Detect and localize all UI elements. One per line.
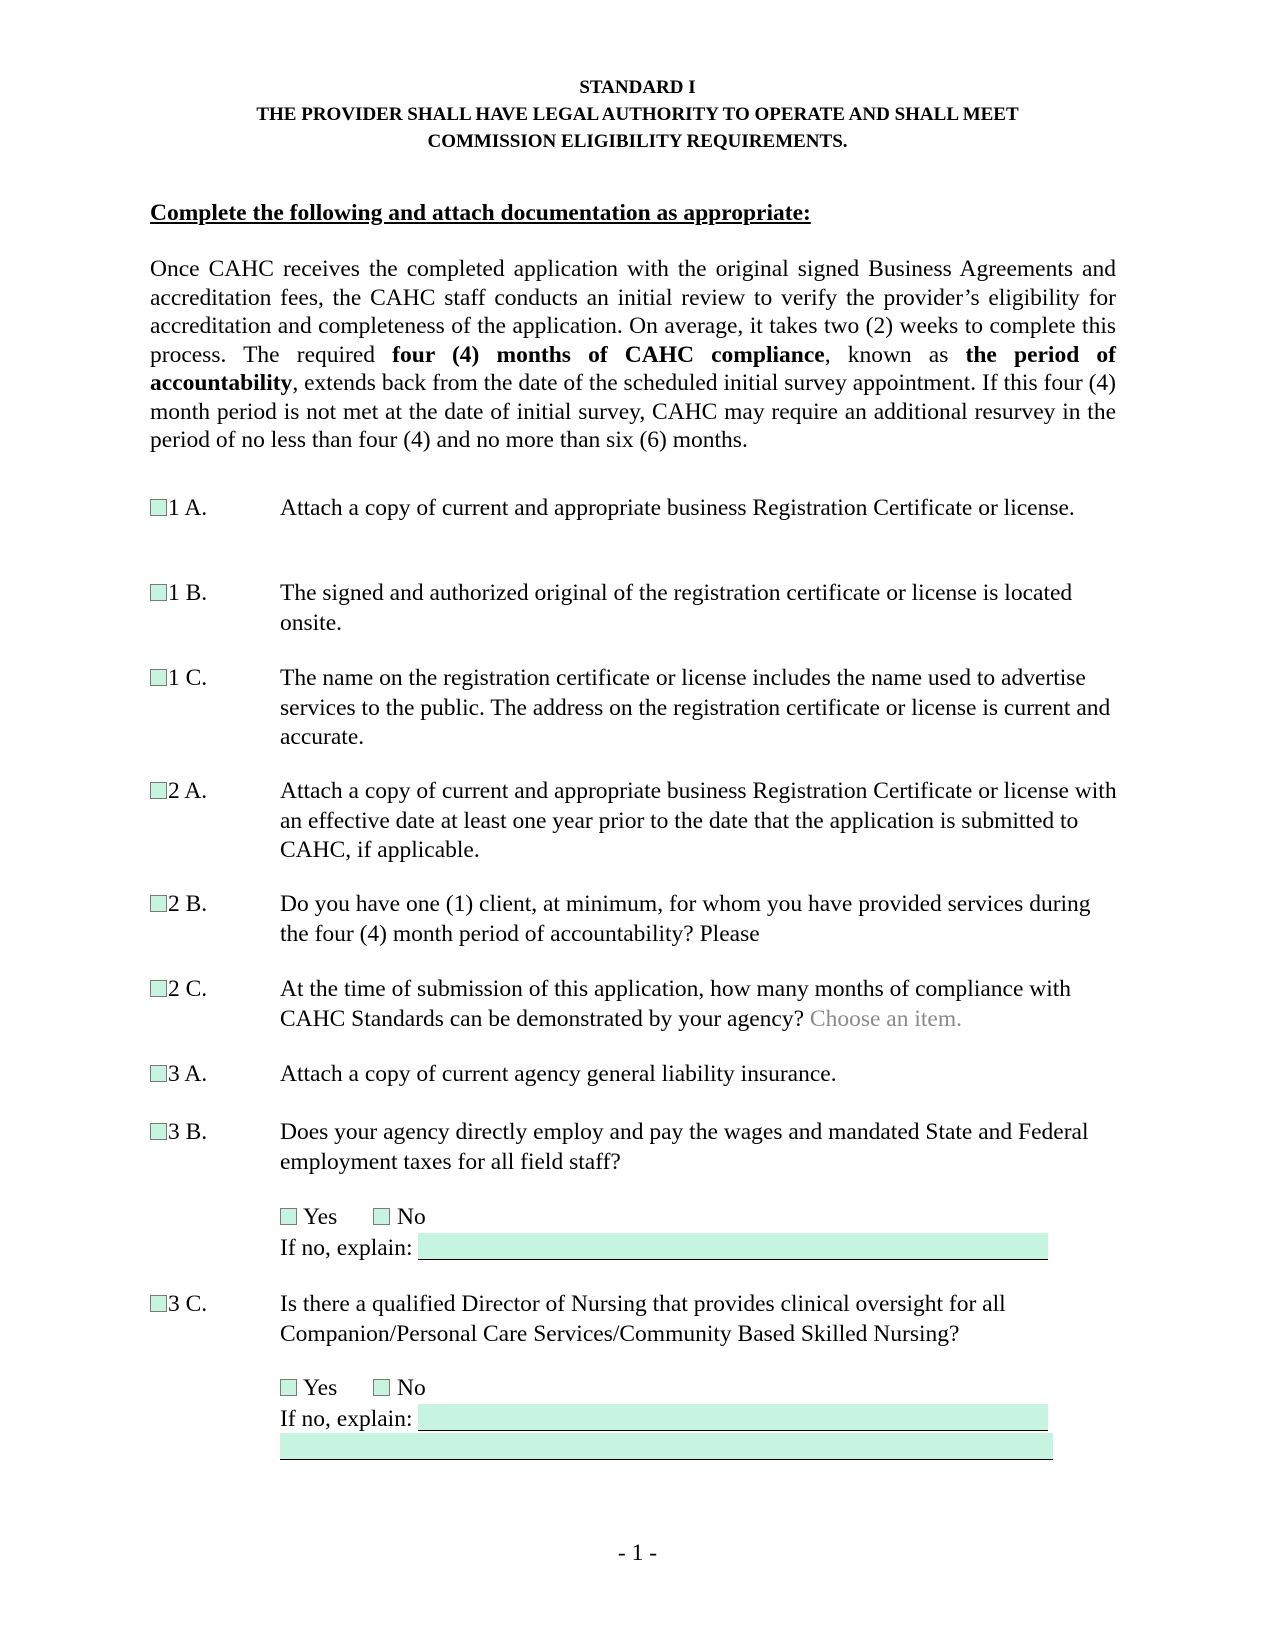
explain-label: If no, explain: xyxy=(280,1234,419,1261)
checkbox-3b[interactable] xyxy=(150,1123,167,1140)
page-number: - 1 - xyxy=(617,1540,658,1566)
answer-3c xyxy=(280,1374,1080,1434)
item-text: Do you have one (1) client, at minimum, for whom you have provided services during the four (4) month period of accountability? Please xyxy=(280,891,1091,947)
item-text: At the time of submission of this application, how many months of compliance with CAHC Standards can be demonstrated by your agency? xyxy=(280,976,1072,1032)
checkbox-1b[interactable] xyxy=(150,584,167,601)
no-checkbox-3c[interactable] xyxy=(373,1379,390,1396)
answer-3b xyxy=(280,1203,1080,1263)
intro-text-3: , extends back from the date of the scheduled initial survey appointment. If this four (4) month period is not met at the date of initial survey, CAHC may require an additional resurvey in the period of no less than four (4) and no more than six (6) months. xyxy=(150,370,1116,453)
explain-label: If no, explain: xyxy=(280,1405,419,1432)
item-number: 1 C. xyxy=(168,665,208,691)
item-number: 3 A. xyxy=(168,1061,208,1087)
explain-field-3b[interactable] xyxy=(418,1233,1048,1260)
no-checkbox-3b[interactable] xyxy=(373,1208,390,1225)
months-compliance-dropdown[interactable]: Choose an item. xyxy=(809,1005,962,1032)
standard-statement-line2: COMMISSION ELIGIBILITY REQUIREMENTS. xyxy=(427,131,848,152)
standard-header xyxy=(0,74,1275,155)
item-number: 2 B. xyxy=(168,891,208,917)
no-label: No xyxy=(396,1204,426,1230)
item-number: 1 A. xyxy=(168,495,208,521)
no-label: No xyxy=(396,1375,426,1401)
explain-field-3c[interactable] xyxy=(418,1404,1048,1431)
yes-checkbox-3c[interactable] xyxy=(280,1379,297,1396)
item-text: The signed and authorized original of the registration certificate or license is located onsite. xyxy=(280,580,1073,636)
item-text: Attach a copy of current and appropriate business Registration Certificate or license with an effective date at least one year prior to the date that the application is submitted to CAHC, if applicable. xyxy=(280,778,1117,863)
intro-text-2: , known as xyxy=(824,341,966,368)
intro-paragraph xyxy=(150,255,1116,455)
yes-checkbox-3b[interactable] xyxy=(280,1208,297,1225)
item-text: Attach a copy of current agency general liability insurance. xyxy=(280,1061,837,1087)
checkbox-3a[interactable] xyxy=(150,1065,167,1082)
intro-bold-compliance: four (4) months of CAHC compliance xyxy=(392,341,825,368)
yes-label: Yes xyxy=(303,1204,338,1230)
item-text: Is there a qualified Director of Nursing that provides clinical oversight for all Companion/Personal Care Services/Community Based Skilled Nursing? xyxy=(280,1291,1006,1347)
item-number: 3 B. xyxy=(168,1119,208,1145)
checkbox-2a[interactable] xyxy=(150,782,167,799)
item-text: Attach a copy of current and appropriate business Registration Certificate or license. xyxy=(280,495,1075,521)
item-number: 2 C. xyxy=(168,976,208,1002)
item-number: 3 C. xyxy=(168,1291,208,1317)
item-text: Does your agency directly employ and pay the wages and mandated State and Federal employment taxes for all field staff? xyxy=(280,1119,1089,1175)
section-title: Complete the following and attach documentation as appropriate: xyxy=(150,200,811,226)
checkbox-1c[interactable] xyxy=(150,669,167,686)
standard-title: STANDARD I xyxy=(579,77,696,98)
checkbox-2b[interactable] xyxy=(150,895,167,912)
intro-bold-accountability: the period of accountability xyxy=(150,341,1116,396)
yes-label: Yes xyxy=(303,1375,338,1401)
item-number: 1 B. xyxy=(168,580,208,606)
standard-statement-line1: THE PROVIDER SHALL HAVE LEGAL AUTHORITY TO OPERATE AND SHALL MEET xyxy=(256,104,1019,125)
checkbox-1a[interactable] xyxy=(150,499,167,516)
item-text: The name on the registration certificate or license includes the name used to advertise services to the public. The address on the registration certificate or license is current and accurate. xyxy=(280,665,1111,750)
intro-text-1: Once CAHC receives the completed application with the original signed Business Agreements and accreditation fees, the CAHC staff conducts an initial review to verify the provider’s eligibility for accreditation and completeness of the application. On average, it takes two (2) weeks to complete this process. The required xyxy=(150,256,1116,368)
checkbox-2c[interactable] xyxy=(150,980,167,997)
item-number: 2 A. xyxy=(168,778,208,804)
explain-field-3c-continued[interactable] xyxy=(280,1433,1053,1460)
checkbox-3c[interactable] xyxy=(150,1295,167,1312)
